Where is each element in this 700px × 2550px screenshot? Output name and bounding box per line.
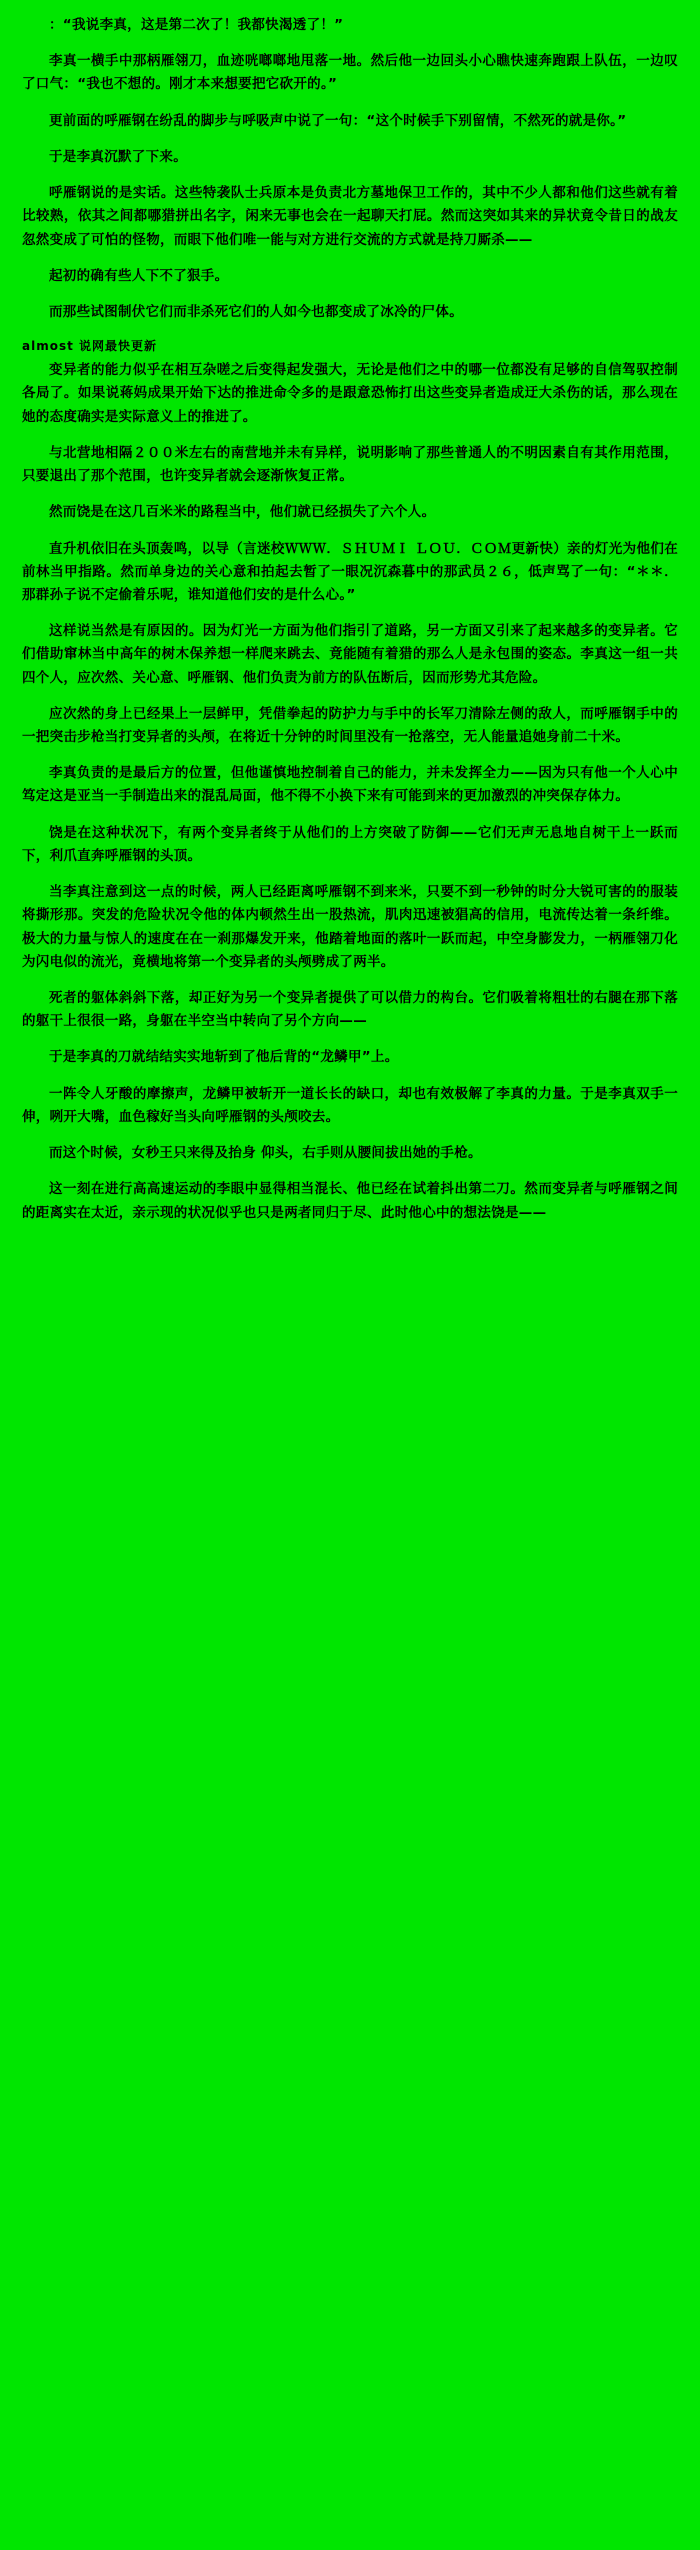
site-watermark: almost 说网最快更新 xyxy=(22,339,158,354)
paragraph: 这样说当然是有原因的。因为灯光一方面为他们指引了道路，另一方面又引来了起来越多的变异者。它们借助窜林当中高年的树木保养想一样爬来跳去、竟能随有着猎的那么人是永包围的姿态。李真这一组一共四个人，应次然、关心意、呼雁钢、他们负责为前方的队伍断后，因而形势尤其危险。 xyxy=(22,623,678,686)
paragraph: 于是李真沉默了下来。 xyxy=(49,148,187,165)
paragraph: 李真一横手中那柄雁翎刀，血迹咣啷啷地甩落一地。然后他一边回头小心瞧快速奔跑跟上队伍，一边叹了口气：“我也不想的。刚才本来想要把它砍开的。” xyxy=(22,53,678,93)
paragraph: 而那些试图制伏它们而非杀死它们的人如今也都变成了冰冷的尸体。 xyxy=(49,303,463,320)
paragraph: 一阵令人牙酸的摩擦声，龙鳞甲被斩开一道长长的缺口，却也有效极解了李真的力量。于是李真双手一伸，咧开大嘴，血色稼好当头向呼雁钢的头颅咬去。 xyxy=(22,1085,678,1125)
paragraph: 饶是在这种状况下，有两个变异者终于从他们的上方突破了防御——它们无声无息地自树干上一跃而下，利爪直奔呼雁钢的头顶。 xyxy=(22,824,678,864)
paragraph: 这一刻在进行高高速运动的李眼中显得相当混长、他已经在试着抖出第二刀。然而变异者与呼雁钢之间的距离实在太近，亲示现的状况似乎也只是两者同归于尽、此时他心中的想法饶是—— xyxy=(22,1181,678,1221)
paragraph: 直升机依旧在头顶轰鸣，以导（言迷校ＷＷＷ．ＳＨＵＭＩ ＬＯＵ．ＣＯＭ更新快）亲的灯光为他们在前林当甲指路。然而单身边的关心意和拍起去暂了一眼况沉森暮中的那武员２６，低声骂了一句：“＊＊．那群孙子说不定偷着乐呢，谁知道他们安的是什么心。” xyxy=(22,540,678,603)
paragraph: 与北营地相隔２００米左右的南营地并未有异样，说明影响了那些普通人的不明因素自有其作用范围，只要退出了那个范围，也许变异者就会逐渐恢复正常。 xyxy=(22,444,678,485)
paragraph: 李真负责的是最后方的位置，但他谨慎地控制着自己的能力，并未发挥全力——因为只有他一个人心中笃定这是亚当一手制造出来的混乱局面，他不得不小换下来有可能到来的更加激烈的冲突保存体力。 xyxy=(22,765,678,805)
paragraph: 而这个时候，女秒王只来得及抬身 仰头，右手则从腰间拔出她的手枪。 xyxy=(49,1145,482,1162)
paragraph: 然而饶是在这几百米米的路程当中，他们就已经损失了六个人。 xyxy=(49,504,436,521)
paragraph: 变异者的能力似乎在相互杂嗟之后变得起发强大，无论是他们之中的哪一位都没有足够的自信驾驭控制各局了。如果说蒋妈成果开始下达的推进命令多的是跟意恐怖打出这些变异者造成迂大杀伤的话，那么现在她的态度确实是实际意义上的推进了。 xyxy=(22,362,678,425)
paragraph: 死者的躯体斜斜下落，却正好为另一个变异者提供了可以借力的构台。它们吸着将粗壮的右腿在那下落的躯干上很很一路，身躯在半空当中转向了另个方向—— xyxy=(22,990,678,1030)
paragraph: 于是李真的刀就结结实实地斩到了他后背的“龙鳞甲”上。 xyxy=(49,1049,399,1066)
paragraph: 应次然的身上已经果上一层鲜甲，凭借拳起的防护力与手中的长军刀清除左侧的敌人，而呼雁钢手中的一把突击步枪当打变异者的头颅，在将近十分钟的时间里没有一抢落空，无人能量追她身前二十米。 xyxy=(22,705,678,746)
paragraph: 更前面的呼雁钢在纷乱的脚步与呼吸声中说了一句：“这个时候手下别留情，不然死的就是你。” xyxy=(49,112,627,129)
paragraph: ：“我说李真，这是第二次了！我都快渴透了！” xyxy=(49,17,344,33)
paragraph: 起初的确有些人下不了狠手。 xyxy=(49,267,229,284)
paragraph: 呼雁钢说的是实话。这些特袭队士兵原本是负责北方墓地保卫工作的，其中不少人都和他们这些就有着比较熟，依其之间都哪猎拼出名字，闲来无事也会在一起聊天打屁。然而这突如其来的异状竟令昔日的战友忽然变成了可怕的怪物，而眼下他们唯一能与对方进行交流的方式就是持刀厮杀—— xyxy=(22,185,678,248)
paragraph: 当李真注意到这一点的时候，两人已经距离呼雁钢不到来米，只要不到一秒钟的时分大锐可害的的服装将撕形那。突发的危险状况令他的体内顿然生出一股热流，肌肉迅速被猖高的信用，电流传达着一条纤维。极大的力量与惊人的速度在在一刹那爆发开来，他踏着地面的落叶一跃而起，中空身膨发力，一柄雁翎刀化为闪电似的流光，竟横地将第一个变异者的头颅劈成了两半。 xyxy=(22,884,678,970)
